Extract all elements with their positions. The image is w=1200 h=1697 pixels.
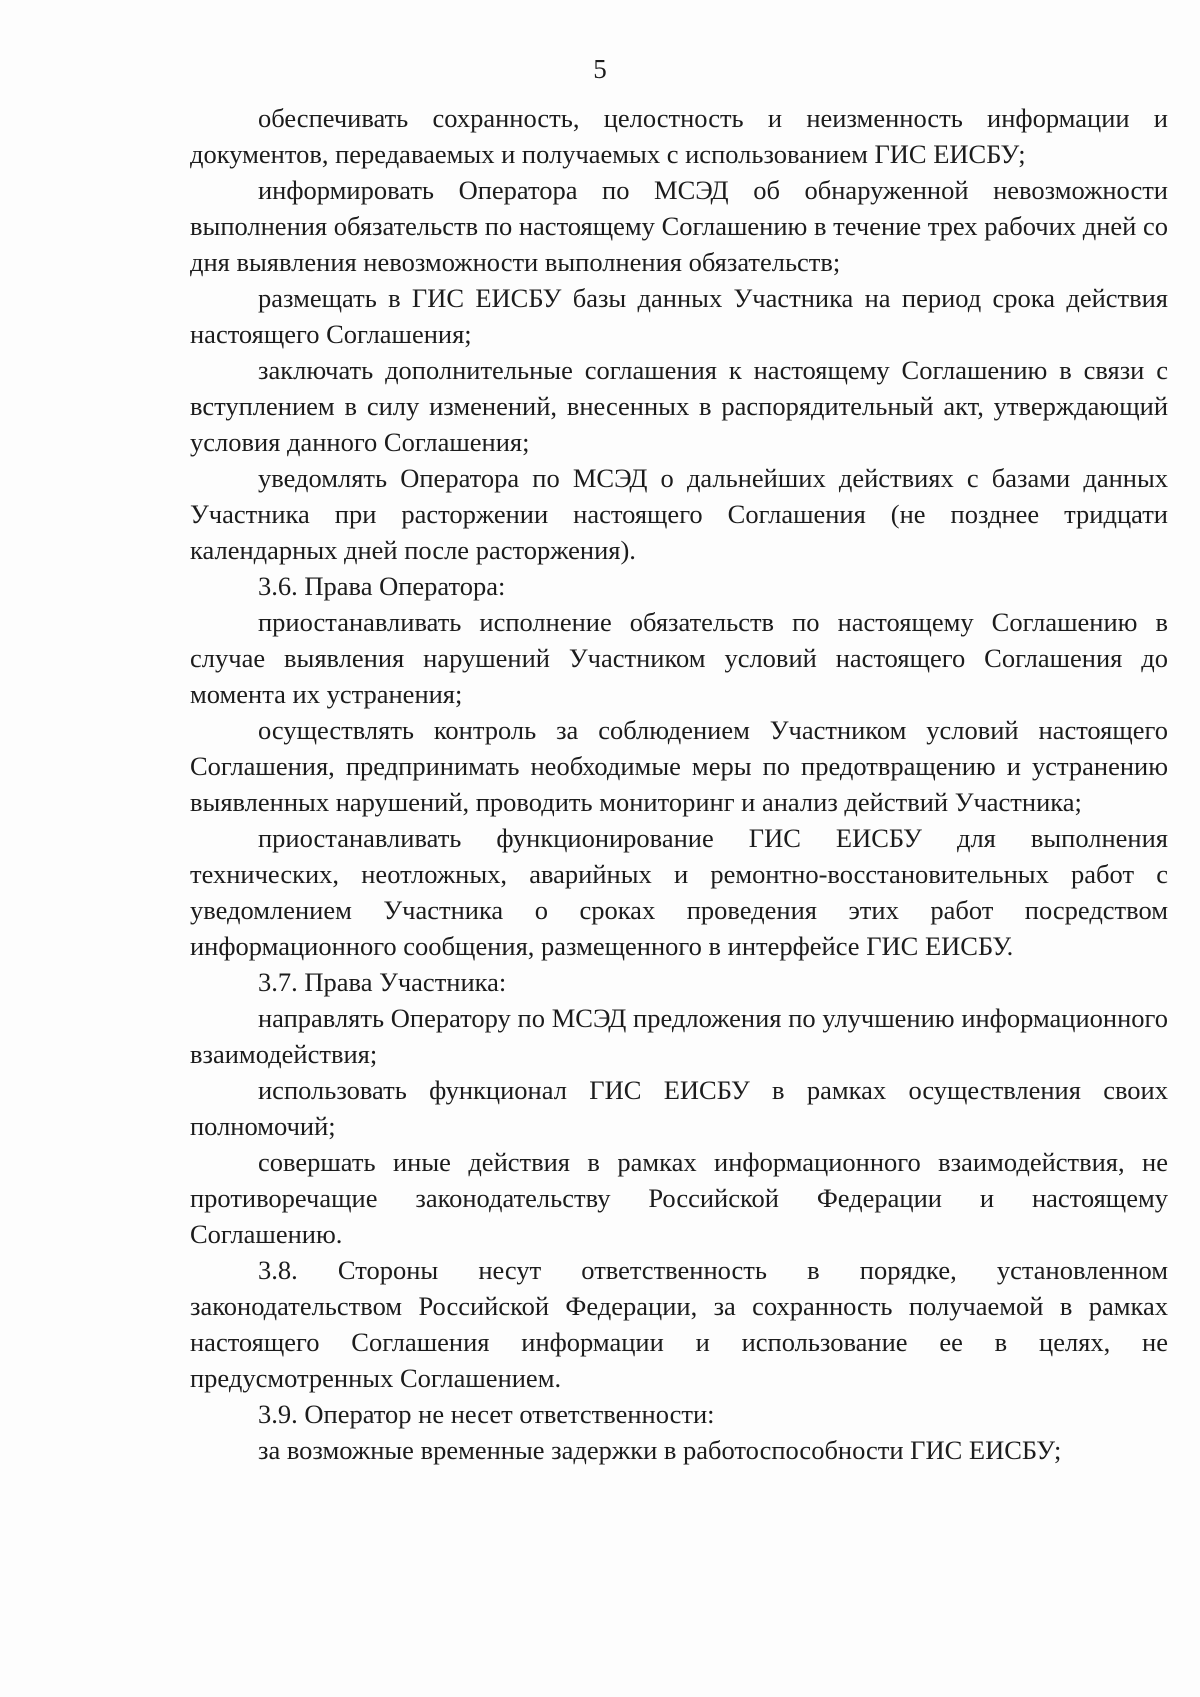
section-heading-operator-rights: 3.6. Права Оператора: — [258, 571, 506, 601]
paragraph-inform-operator: информировать Оператора по МСЭД об обнаруженной невозможности выполнения обязательств по настоящему Соглашению в течение трех рабочих дней со дня выявления невозможности выполнения обязательств; — [190, 175, 1168, 277]
paragraph-ensure-integrity: обеспечивать сохранность, целостность и неизменность информации и документов, передаваемых и получаемых с использованием ГИС ЕИСБУ; — [190, 103, 1168, 169]
paragraph-send-proposals: направлять Оператору по МСЭД предложения по улучшению информационного взаимодействия; — [190, 1003, 1168, 1069]
paragraph-other-actions: совершать иные действия в рамках информационного взаимодействия, не противоречащие законодательству Российской Федерации и настоящему Соглашению. — [190, 1147, 1168, 1249]
paragraph-place-databases: размещать в ГИС ЕИСБУ базы данных Участника на период срока действия настоящего Соглашения; — [190, 283, 1168, 349]
document-body — [190, 100, 1168, 1468]
paragraph-exercise-control: осуществлять контроль за соблюдением Участником условий настоящего Соглашения, предпринимать необходимые меры по предотвращению и устранению выявленных нарушений, проводить мониторинг и анализ действий Участника; — [190, 715, 1168, 817]
paragraph-additional-agreements: заключать дополнительные соглашения к настоящему Соглашению в связи с вступлением в силу изменений, внесенных в распорядительный акт, утверждающий условия данного Соглашения; — [190, 355, 1168, 457]
paragraph-suspend-functioning: приостанавливать функционирование ГИС ЕИСБУ для выполнения технических, неотложных, аварийных и ремонтно-восстановительных работ с уведомлением Участника о сроках проведения этих работ посредством информационного сообщения, размещенного в интерфейсе ГИС ЕИСБУ. — [190, 823, 1168, 961]
page-number: 5 — [593, 54, 607, 84]
section-heading-operator-not-liable: 3.9. Оператор не несет ответственности: — [258, 1399, 715, 1429]
paragraph-use-functionality: использовать функционал ГИС ЕИСБУ в рамках осуществления своих полномочий; — [190, 1075, 1168, 1141]
section-heading-participant-rights: 3.7. Права Участника: — [258, 967, 507, 997]
paragraph-temporary-delays: за возможные временные задержки в работоспособности ГИС ЕИСБУ; — [258, 1435, 1062, 1465]
paragraph-notify-operator: уведомлять Оператора по МСЭД о дальнейших действиях с базами данных Участника при расторжении настоящего Соглашения (не позднее тридцати календарных дней после расторжения). — [190, 463, 1168, 565]
paragraph-suspend-obligations: приостанавливать исполнение обязательств по настоящему Соглашению в случае выявления нарушений Участником условий настоящего Соглашения до момента их устранения; — [190, 607, 1168, 709]
section-paragraph-responsibility: 3.8. Стороны несут ответственность в порядке, установленном законодательством Российской Федерации, за сохранность получаемой в рамках настоящего Соглашения информации и использование ее в целях, не предусмотренных Соглашением. — [190, 1255, 1168, 1393]
